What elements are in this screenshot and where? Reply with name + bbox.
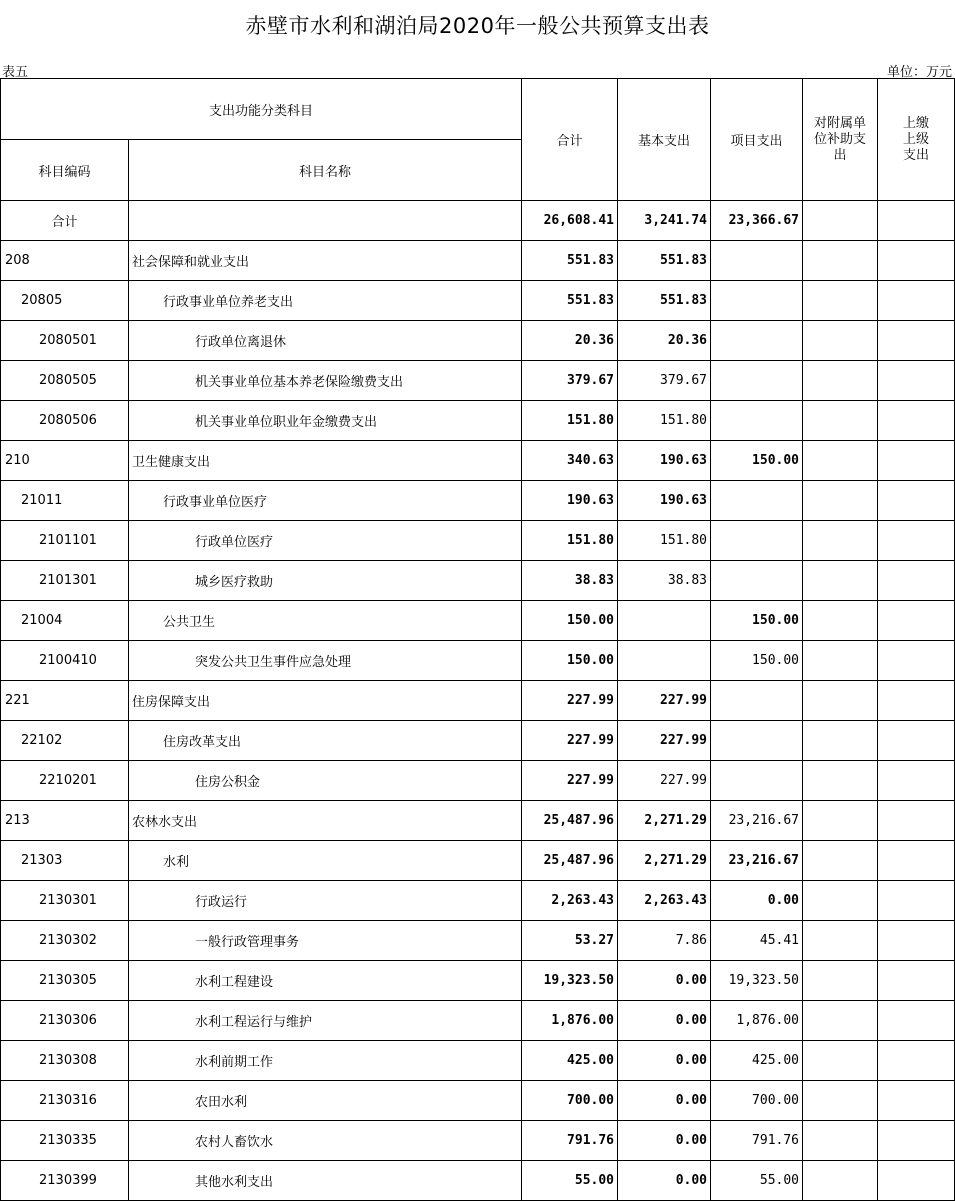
cell-subsidy bbox=[803, 681, 878, 721]
cell-upper bbox=[878, 801, 955, 841]
cell-project bbox=[711, 401, 803, 441]
cell-code: 合计 bbox=[1, 201, 129, 241]
cell-project: 150.00 bbox=[711, 641, 803, 681]
cell-total: 151.80 bbox=[522, 401, 618, 441]
cell-name: 突发公共卫生事件应急处理 bbox=[129, 641, 522, 681]
cell-subsidy bbox=[803, 1001, 878, 1041]
cell-name: 行政单位医疗 bbox=[129, 521, 522, 561]
cell-basic: 0.00 bbox=[618, 1001, 711, 1041]
cell-subsidy bbox=[803, 521, 878, 561]
cell-subsidy bbox=[803, 321, 878, 361]
cell-basic: 190.63 bbox=[618, 481, 711, 521]
table-row bbox=[1, 961, 955, 1001]
cell-code: 2130302 bbox=[1, 921, 129, 961]
cell-total: 53.27 bbox=[522, 921, 618, 961]
cell-basic: 0.00 bbox=[618, 961, 711, 1001]
cell-upper bbox=[878, 1161, 955, 1201]
budget-table bbox=[0, 78, 955, 1201]
cell-subsidy bbox=[803, 1161, 878, 1201]
table-row bbox=[1, 1161, 955, 1201]
cell-total: 340.63 bbox=[522, 441, 618, 481]
table-row bbox=[1, 721, 955, 761]
header-upper-text: 上缴上级支出 bbox=[903, 115, 930, 163]
cell-project: 791.76 bbox=[711, 1121, 803, 1161]
cell-subsidy bbox=[803, 561, 878, 601]
cell-basic: 227.99 bbox=[618, 721, 711, 761]
cell-basic: 0.00 bbox=[618, 1041, 711, 1081]
cell-basic bbox=[618, 601, 711, 641]
cell-name: 农田水利 bbox=[129, 1081, 522, 1121]
cell-name: 行政单位离退休 bbox=[129, 321, 522, 361]
header-name: 科目名称 bbox=[129, 140, 522, 201]
cell-project bbox=[711, 321, 803, 361]
cell-upper bbox=[878, 681, 955, 721]
cell-project bbox=[711, 241, 803, 281]
table-row bbox=[1, 881, 955, 921]
cell-subsidy bbox=[803, 441, 878, 481]
cell-project: 23,366.67 bbox=[711, 201, 803, 241]
cell-upper bbox=[878, 561, 955, 601]
unit-label: 单位：万元 bbox=[886, 65, 952, 80]
cell-upper bbox=[878, 601, 955, 641]
cell-total: 38.83 bbox=[522, 561, 618, 601]
cell-name: 卫生健康支出 bbox=[129, 441, 522, 481]
cell-basic: 0.00 bbox=[618, 1081, 711, 1121]
cell-code: 210 bbox=[1, 441, 129, 481]
table-row bbox=[1, 1081, 955, 1121]
table-row bbox=[1, 441, 955, 481]
cell-total: 26,608.41 bbox=[522, 201, 618, 241]
cell-upper bbox=[878, 1041, 955, 1081]
cell-name: 行政事业单位养老支出 bbox=[129, 281, 522, 321]
cell-name: 住房公积金 bbox=[129, 761, 522, 801]
cell-basic: 227.99 bbox=[618, 681, 711, 721]
cell-code: 2100410 bbox=[1, 641, 129, 681]
cell-name: 公共卫生 bbox=[129, 601, 522, 641]
cell-total: 379.67 bbox=[522, 361, 618, 401]
cell-basic: 551.83 bbox=[618, 281, 711, 321]
cell-upper bbox=[878, 961, 955, 1001]
cell-basic: 0.00 bbox=[618, 1121, 711, 1161]
cell-basic: 2,263.43 bbox=[618, 881, 711, 921]
cell-total: 227.99 bbox=[522, 721, 618, 761]
cell-project: 425.00 bbox=[711, 1041, 803, 1081]
cell-upper bbox=[878, 281, 955, 321]
cell-upper bbox=[878, 641, 955, 681]
cell-upper bbox=[878, 1081, 955, 1121]
table-row bbox=[1, 281, 955, 321]
cell-total: 19,323.50 bbox=[522, 961, 618, 1001]
cell-project: 700.00 bbox=[711, 1081, 803, 1121]
cell-code: 2101101 bbox=[1, 521, 129, 561]
cell-upper bbox=[878, 321, 955, 361]
cell-name: 水利工程建设 bbox=[129, 961, 522, 1001]
cell-project bbox=[711, 281, 803, 321]
header-upper bbox=[878, 79, 955, 201]
cell-total: 700.00 bbox=[522, 1081, 618, 1121]
header-project: 项目支出 bbox=[711, 79, 803, 201]
cell-project bbox=[711, 561, 803, 601]
cell-project bbox=[711, 721, 803, 761]
cell-total: 151.80 bbox=[522, 521, 618, 561]
cell-subsidy bbox=[803, 481, 878, 521]
cell-basic: 551.83 bbox=[618, 241, 711, 281]
cell-total: 25,487.96 bbox=[522, 801, 618, 841]
cell-subsidy bbox=[803, 1041, 878, 1081]
table-row bbox=[1, 1041, 955, 1081]
cell-project: 45.41 bbox=[711, 921, 803, 961]
cell-subsidy bbox=[803, 1121, 878, 1161]
cell-subsidy bbox=[803, 401, 878, 441]
cell-name: 水利 bbox=[129, 841, 522, 881]
cell-total: 1,876.00 bbox=[522, 1001, 618, 1041]
cell-subsidy bbox=[803, 281, 878, 321]
cell-name: 其他水利支出 bbox=[129, 1161, 522, 1201]
cell-upper bbox=[878, 881, 955, 921]
cell-name: 一般行政管理事务 bbox=[129, 921, 522, 961]
cell-project: 19,323.50 bbox=[711, 961, 803, 1001]
page-title: 赤壁市水利和湖泊局2020年一般公共预算支出表 bbox=[245, 14, 710, 38]
cell-basic: 7.86 bbox=[618, 921, 711, 961]
cell-subsidy bbox=[803, 721, 878, 761]
table-row bbox=[1, 601, 955, 641]
cell-project bbox=[711, 681, 803, 721]
cell-total: 551.83 bbox=[522, 281, 618, 321]
cell-subsidy bbox=[803, 1081, 878, 1121]
header-function-class: 支出功能分类科目 bbox=[1, 79, 522, 140]
table-body bbox=[1, 201, 955, 1201]
cell-total: 150.00 bbox=[522, 601, 618, 641]
table-row bbox=[1, 321, 955, 361]
cell-basic: 0.00 bbox=[618, 1161, 711, 1201]
cell-total: 55.00 bbox=[522, 1161, 618, 1201]
cell-project: 0.00 bbox=[711, 881, 803, 921]
table-row bbox=[1, 561, 955, 601]
cell-subsidy bbox=[803, 641, 878, 681]
cell-upper bbox=[878, 401, 955, 441]
cell-name: 机关事业单位职业年金缴费支出 bbox=[129, 401, 522, 441]
cell-upper bbox=[878, 921, 955, 961]
cell-project bbox=[711, 481, 803, 521]
cell-code: 2130335 bbox=[1, 1121, 129, 1161]
table-row bbox=[1, 841, 955, 881]
cell-code: 2130399 bbox=[1, 1161, 129, 1201]
cell-subsidy bbox=[803, 841, 878, 881]
table-row bbox=[1, 401, 955, 441]
table-row bbox=[1, 1121, 955, 1161]
cell-project: 23,216.67 bbox=[711, 801, 803, 841]
table-row bbox=[1, 201, 955, 241]
cell-upper bbox=[878, 841, 955, 881]
cell-code: 2210201 bbox=[1, 761, 129, 801]
table-row bbox=[1, 361, 955, 401]
table-row bbox=[1, 1001, 955, 1041]
cell-basic: 379.67 bbox=[618, 361, 711, 401]
cell-total: 551.83 bbox=[522, 241, 618, 281]
cell-upper bbox=[878, 721, 955, 761]
header-total: 合计 bbox=[522, 79, 618, 201]
cell-code: 22102 bbox=[1, 721, 129, 761]
cell-total: 150.00 bbox=[522, 641, 618, 681]
cell-code: 2130316 bbox=[1, 1081, 129, 1121]
cell-subsidy bbox=[803, 961, 878, 1001]
cell-name: 城乡医疗救助 bbox=[129, 561, 522, 601]
cell-subsidy bbox=[803, 761, 878, 801]
cell-code: 2080501 bbox=[1, 321, 129, 361]
cell-subsidy bbox=[803, 921, 878, 961]
cell-project: 150.00 bbox=[711, 601, 803, 641]
cell-total: 20.36 bbox=[522, 321, 618, 361]
table-row bbox=[1, 641, 955, 681]
cell-code: 2130301 bbox=[1, 881, 129, 921]
cell-total: 190.63 bbox=[522, 481, 618, 521]
cell-subsidy bbox=[803, 601, 878, 641]
cell-code: 2080506 bbox=[1, 401, 129, 441]
header-subsidy bbox=[803, 79, 878, 201]
cell-subsidy bbox=[803, 801, 878, 841]
cell-code: 221 bbox=[1, 681, 129, 721]
cell-project: 1,876.00 bbox=[711, 1001, 803, 1041]
cell-basic: 2,271.29 bbox=[618, 841, 711, 881]
cell-total: 25,487.96 bbox=[522, 841, 618, 881]
cell-project: 55.00 bbox=[711, 1161, 803, 1201]
cell-project: 23,216.67 bbox=[711, 841, 803, 881]
cell-basic: 227.99 bbox=[618, 761, 711, 801]
cell-upper bbox=[878, 1001, 955, 1041]
cell-code: 21303 bbox=[1, 841, 129, 881]
cell-basic bbox=[618, 641, 711, 681]
cell-basic: 38.83 bbox=[618, 561, 711, 601]
cell-total: 227.99 bbox=[522, 761, 618, 801]
table-row bbox=[1, 921, 955, 961]
cell-subsidy bbox=[803, 361, 878, 401]
cell-name bbox=[129, 201, 522, 241]
cell-upper bbox=[878, 1121, 955, 1161]
cell-code: 21011 bbox=[1, 481, 129, 521]
cell-basic: 3,241.74 bbox=[618, 201, 711, 241]
cell-code: 2130305 bbox=[1, 961, 129, 1001]
cell-total: 227.99 bbox=[522, 681, 618, 721]
cell-name: 农林水支出 bbox=[129, 801, 522, 841]
cell-basic: 2,271.29 bbox=[618, 801, 711, 841]
table-row bbox=[1, 241, 955, 281]
header-subsidy-text: 对附属单位补助支出 bbox=[814, 115, 867, 163]
table-row bbox=[1, 521, 955, 561]
cell-upper bbox=[878, 521, 955, 561]
cell-total: 2,263.43 bbox=[522, 881, 618, 921]
cell-name: 行政运行 bbox=[129, 881, 522, 921]
cell-name: 农村人畜饮水 bbox=[129, 1121, 522, 1161]
cell-name: 水利前期工作 bbox=[129, 1041, 522, 1081]
header-basic: 基本支出 bbox=[618, 79, 711, 201]
cell-basic: 20.36 bbox=[618, 321, 711, 361]
cell-upper bbox=[878, 481, 955, 521]
cell-project bbox=[711, 521, 803, 561]
cell-subsidy bbox=[803, 881, 878, 921]
cell-code: 208 bbox=[1, 241, 129, 281]
cell-name: 住房保障支出 bbox=[129, 681, 522, 721]
cell-code: 2130308 bbox=[1, 1041, 129, 1081]
cell-project bbox=[711, 361, 803, 401]
cell-code: 2130306 bbox=[1, 1001, 129, 1041]
cell-upper bbox=[878, 241, 955, 281]
header-code: 科目编码 bbox=[1, 140, 129, 201]
cell-name: 机关事业单位基本养老保险缴费支出 bbox=[129, 361, 522, 401]
cell-total: 425.00 bbox=[522, 1041, 618, 1081]
cell-total: 791.76 bbox=[522, 1121, 618, 1161]
cell-basic: 151.80 bbox=[618, 401, 711, 441]
table-row bbox=[1, 681, 955, 721]
table-row bbox=[1, 801, 955, 841]
cell-name: 水利工程运行与维护 bbox=[129, 1001, 522, 1041]
cell-project: 150.00 bbox=[711, 441, 803, 481]
cell-name: 社会保障和就业支出 bbox=[129, 241, 522, 281]
cell-code: 20805 bbox=[1, 281, 129, 321]
table-row bbox=[1, 761, 955, 801]
cell-basic: 190.63 bbox=[618, 441, 711, 481]
cell-subsidy bbox=[803, 241, 878, 281]
cell-code: 21004 bbox=[1, 601, 129, 641]
cell-project bbox=[711, 761, 803, 801]
cell-upper bbox=[878, 361, 955, 401]
cell-upper bbox=[878, 441, 955, 481]
cell-name: 行政事业单位医疗 bbox=[129, 481, 522, 521]
cell-subsidy bbox=[803, 201, 878, 241]
cell-code: 2080505 bbox=[1, 361, 129, 401]
cell-upper bbox=[878, 761, 955, 801]
cell-code: 2101301 bbox=[1, 561, 129, 601]
table-number: 表五 bbox=[2, 65, 29, 80]
cell-upper bbox=[878, 201, 955, 241]
cell-name: 住房改革支出 bbox=[129, 721, 522, 761]
cell-code: 213 bbox=[1, 801, 129, 841]
table-row bbox=[1, 481, 955, 521]
cell-basic: 151.80 bbox=[618, 521, 711, 561]
